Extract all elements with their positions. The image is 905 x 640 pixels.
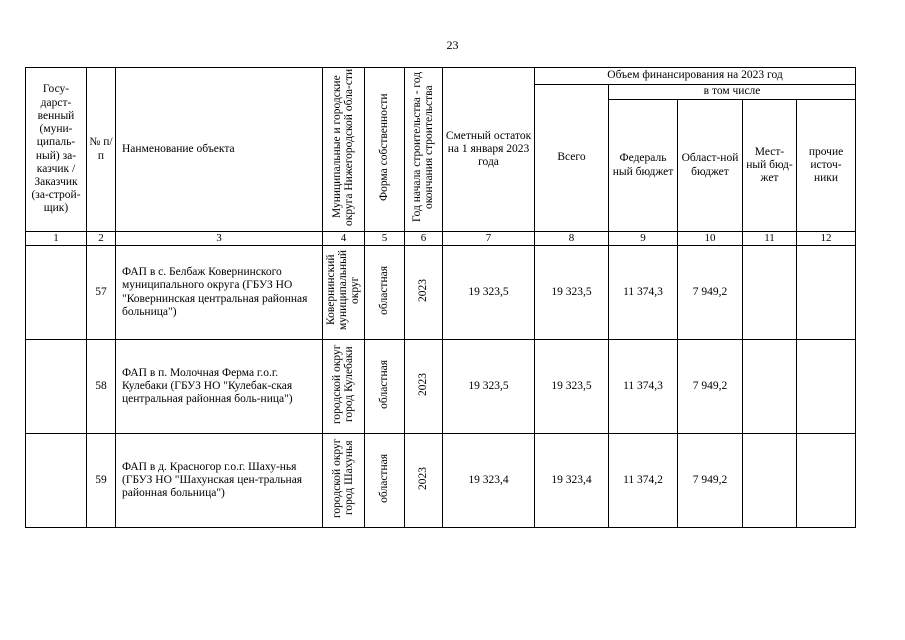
table-row	[26, 246, 856, 340]
cell-years-wrap	[405, 340, 443, 434]
cell-ownership: областная	[378, 265, 391, 315]
header-years-cell	[405, 68, 443, 232]
cell-local	[743, 434, 797, 528]
header-municipality-cell	[323, 68, 365, 232]
cell-remainder: 19 323,5	[443, 246, 535, 340]
header-funding-group: Объем финансирования на 2023 год	[535, 68, 856, 85]
cell-num: 59	[87, 434, 116, 528]
cell-remainder: 19 323,4	[443, 434, 535, 528]
cell-regional: 7 949,2	[678, 434, 743, 528]
header-including: в том числе	[609, 85, 856, 100]
header-federal: Федераль ный бюджет	[609, 100, 678, 232]
header-customer: Госу-дарст-венный (муни-ципаль-ный) за-казчик / Заказчик (за-строй-щик)	[26, 68, 87, 232]
cell-ownership-wrap	[365, 246, 405, 340]
cell-ownership-wrap	[365, 434, 405, 528]
cell-customer	[26, 434, 87, 528]
cell-municipality-wrap	[323, 340, 365, 434]
header-total: Всего	[535, 85, 609, 232]
cell-remainder: 19 323,5	[443, 340, 535, 434]
header-remainder: Сметный остаток на 1 января 2023 года	[443, 68, 535, 232]
cell-other	[797, 434, 856, 528]
cell-federal: 11 374,2	[609, 434, 678, 528]
header-other: прочие источ-ники	[797, 100, 856, 232]
cell-years: 2023	[417, 278, 430, 302]
header-ownership-cell	[365, 68, 405, 232]
column-number: 11	[743, 232, 797, 246]
cell-years: 2023	[417, 372, 430, 396]
column-number: 12	[797, 232, 856, 246]
cell-object-name: ФАП в д. Красногор г.о.г. Шаху-нья (ГБУЗ НО "Шахунская цен-тральная районная больница")	[116, 434, 323, 528]
page-number: 23	[446, 38, 459, 52]
column-number: 4	[323, 232, 365, 246]
cell-federal: 11 374,3	[609, 340, 678, 434]
column-number: 5	[365, 232, 405, 246]
header-municipality: Муниципальные и городские округа Нижегородской обла-сти	[331, 68, 356, 226]
column-number: 3	[116, 232, 323, 246]
column-number: 9	[609, 232, 678, 246]
cell-num: 58	[87, 340, 116, 434]
cell-total: 19 323,4	[535, 434, 609, 528]
column-number: 7	[443, 232, 535, 246]
cell-municipality: городской округ город Шахунья	[331, 438, 356, 519]
cell-municipality: городской округ город Кулебаки	[331, 344, 356, 425]
column-number: 6	[405, 232, 443, 246]
cell-regional: 7 949,2	[678, 246, 743, 340]
cell-total: 19 323,5	[535, 246, 609, 340]
cell-local	[743, 246, 797, 340]
cell-municipality-wrap	[323, 246, 365, 340]
header-row-1	[26, 68, 856, 85]
cell-municipality: Ковернинский муниципальный округ	[325, 250, 362, 331]
cell-object-name: ФАП в п. Молочная Ферма г.о.г. Кулебаки (ГБУЗ НО "Кулебак-ская центральная районная боль-ница")	[116, 340, 323, 434]
cell-other	[797, 246, 856, 340]
column-number-row	[26, 232, 856, 246]
header-years: Год начала строительства - год окончания строительства	[411, 72, 436, 223]
header-ownership: Форма собственности	[378, 93, 391, 202]
column-number: 1	[26, 232, 87, 246]
cell-municipality-wrap	[323, 434, 365, 528]
header-object-name: Нанменование объекта	[116, 68, 323, 232]
cell-ownership: областная	[378, 359, 391, 409]
header-regional: Област-ной бюджет	[678, 100, 743, 232]
financing-table	[25, 67, 856, 528]
cell-years-wrap	[405, 246, 443, 340]
cell-ownership: областная	[378, 453, 391, 503]
cell-local	[743, 340, 797, 434]
cell-customer	[26, 246, 87, 340]
column-number: 10	[678, 232, 743, 246]
cell-federal: 11 374,3	[609, 246, 678, 340]
cell-total: 19 323,5	[535, 340, 609, 434]
cell-other	[797, 340, 856, 434]
header-num: № п/п	[87, 68, 116, 232]
table-row	[26, 434, 856, 528]
cell-ownership-wrap	[365, 340, 405, 434]
column-number: 8	[535, 232, 609, 246]
cell-num: 57	[87, 246, 116, 340]
cell-regional: 7 949,2	[678, 340, 743, 434]
cell-customer	[26, 340, 87, 434]
cell-years: 2023	[417, 466, 430, 490]
table-row	[26, 340, 856, 434]
cell-years-wrap	[405, 434, 443, 528]
column-number: 2	[87, 232, 116, 246]
header-local: Мест-ный бюд-жет	[743, 100, 797, 232]
cell-object-name: ФАП в с. Белбаж Ковернинского муниципального округа (ГБУЗ НО "Ковернинская центральная районная больница")	[116, 246, 323, 340]
